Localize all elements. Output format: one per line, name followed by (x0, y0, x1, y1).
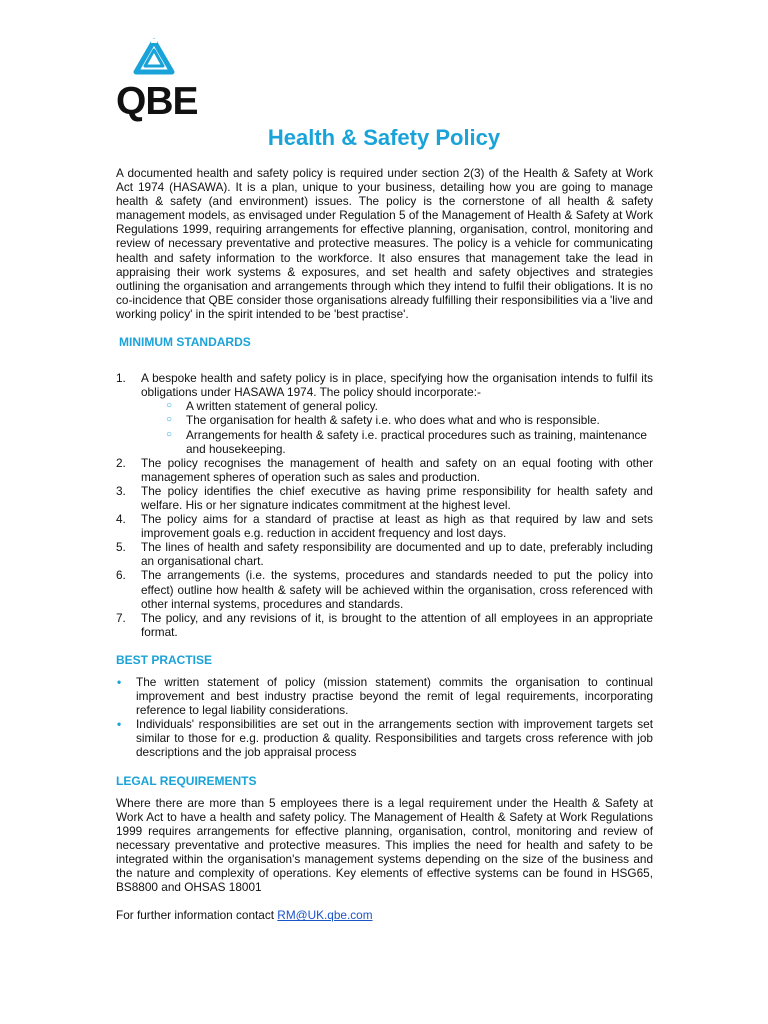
page-title: Health & Safety Policy (267, 125, 501, 150)
circle-bullet-icon: ○ (166, 428, 173, 440)
list-item: ○ Arrangements for health & safety i.e. practical procedures such as training, maintenance and housekeeping. (166, 427, 647, 456)
list-item: ○ The organisation for health & safety i.e. who does what and who is responsible. (166, 413, 600, 428)
list-item: 3. The policy identifies the chief executive as having prime responsibility for health safety and welfare. His or her signature indicates commitment at the highest level. (116, 483, 653, 512)
list-item: 1. A bespoke health and safety policy is in place, specifying how the organisation intends to fulfil its obligations under HASAWA 1974. The policy should incorporate:- ○ A written statement of general policy. ○ The organisation for health & safety i.e. who does what and who is responsible. ○ Arrangements for health & safety i.e. practical procedures such as training, maintenance and housekeeping. (116, 371, 653, 456)
intro-paragraph: A documented health and safety policy is required under section 2(3) of the Health & Safety at Work Act 1974 (HASAWA). It is a plan, unique to your business, detailing how you are going to manage health & safety (and environment) issues. The policy is the cornerstone of all health & safety management models, as envisaged under Regulation 5 of the Management of Health & Safety at Work Regulations 1999, requiring arrangements for effective planning, organisation, control, monitoring and review of necessary preventative and protective measures. The policy is a vehicle for communicating health and safety information to the workforce. It also ensures that management take the lead in appraising their work systems & exposures, and set health and safety objectives and strategies outlining the organisation and arrangements through which they intend to fulfil their obligations. It is no co-incidence that QBE consider those organisations already fulfilling their responsibilities via a 'live and working policy' in the spirit intended to be 'best practise'. (116, 166, 653, 321)
contact-email-link[interactable]: RM@UK.qbe.com (277, 908, 373, 923)
list-item: 4. The policy aims for a standard of practise at least as high as that required by law and sets improvement goals e.g. reduction in accident frequency and lost days. (116, 512, 653, 541)
minimum-standards-heading: MINIMUM STANDARDS (119, 335, 251, 350)
list-item: 2. The policy recognises the management of health and safety on an equal footing with other management spheres of operation such as sales and production. (116, 455, 653, 484)
list-item: • Individuals' responsibilities are set out in the arrangements section with improvement targets set similar to those for e.g. production & quality. Responsibilities and targets cross reference with job descriptions and the job appraisal process (117, 717, 653, 760)
best-practise-list (116, 675, 653, 760)
list-item: ○ A written statement of general policy. (166, 399, 378, 414)
qbe-emblem-icon (132, 38, 176, 80)
contact-line: For further information contact RM@UK.qbe.com (116, 908, 373, 923)
minimum-standards-list (116, 371, 653, 639)
bullet-icon: • (117, 717, 122, 732)
list-item: 6. The arrangements (i.e. the systems, procedures and standards needed to put the policy into effect) outline how health & safety will be achieved within the organisation, cross referenced with other internal systems, procedures and standards. (116, 568, 653, 611)
circle-bullet-icon: ○ (166, 414, 173, 426)
legal-requirements-heading: LEGAL REQUIREMENTS (116, 773, 257, 788)
list-item: 7. The policy, and any revisions of it, is brought to the attention of all employees in an appropriate format. (116, 610, 653, 639)
document-body (116, 166, 653, 922)
legal-requirements-paragraph: Where there are more than 5 employees there is a legal requirement under the Health & Safety at Work Act to have a health and safety policy. The Management of Health & Safety at Work Regulations 1999 requires arrangements for effective planning, organisation, control, monitoring and review of necessary preventative and protective measures. This implies the need for health and safety to be integrated within the organisation's management systems depending on the size of the business and the nature and complexity of operations. Key elements of effective systems can be found in HSG65, BS8800 and OHSAS 18001 (116, 795, 653, 895)
list-item: • The written statement of policy (mission statement) commits the organisation to continual improvement and best industry practise beyond the remit of legal requirements, incorporating reference to legal liability considerations. (117, 675, 653, 718)
bullet-icon: • (117, 675, 122, 689)
circle-bullet-icon: ○ (166, 400, 173, 412)
list-item: 5. The lines of health and safety responsibility are documented and up to date, preferably including an organisational chart. (116, 540, 653, 569)
best-practise-heading: BEST PRACTISE (116, 652, 213, 667)
qbe-wordmark: QBE (116, 80, 198, 123)
policy-contents-sublist (141, 399, 653, 455)
